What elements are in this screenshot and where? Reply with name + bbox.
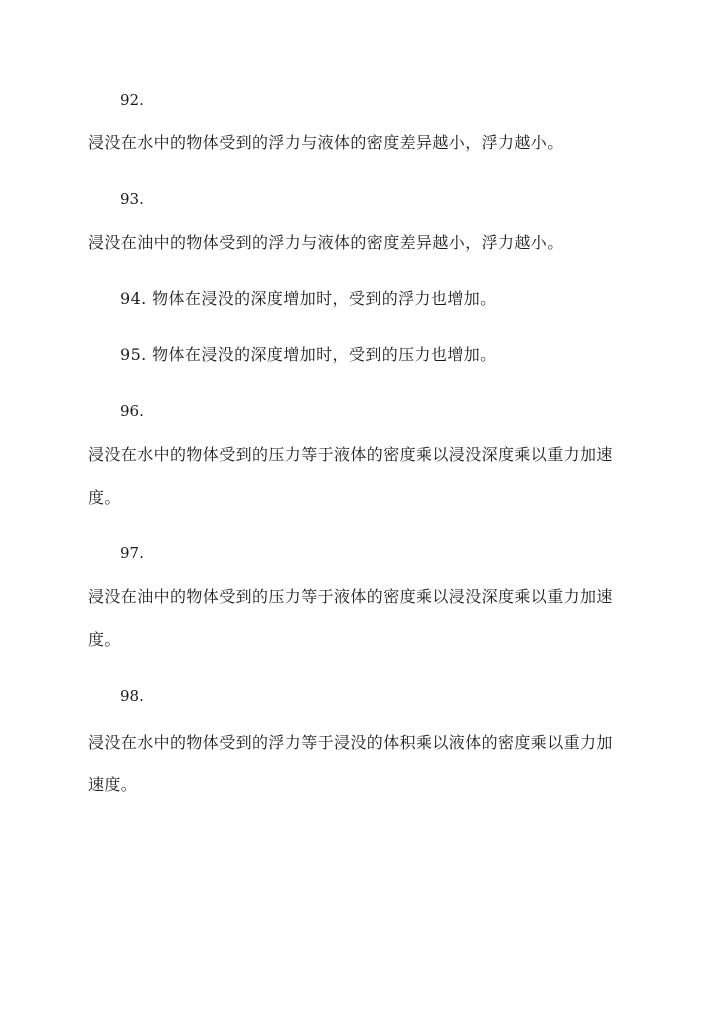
item-97-number: 97. <box>120 544 144 562</box>
item-92-text: 浸没在水中的物体受到的浮力与液体的密度差异越小，浮力越小。 <box>88 133 564 152</box>
item-98-number: 98. <box>120 687 144 705</box>
item-96-number: 96. <box>120 402 144 420</box>
item-97-text-line-1: 浸没在油中的物体受到的压力等于液体的密度乘以浸没深度乘以重力加速 <box>88 587 613 606</box>
item-97-text-line-2: 度。 <box>88 630 121 649</box>
item-93-number: 93. <box>120 190 144 208</box>
item-94-text: 94. 物体在浸没的深度增加时，受到的浮力也增加。 <box>120 289 497 308</box>
item-96-text-line-2: 度。 <box>88 488 121 507</box>
item-98-text-line-1: 浸没在水中的物体受到的浮力等于浸没的体积乘以液体的密度乘以重力加 <box>88 733 613 752</box>
item-92-number: 92. <box>120 91 144 109</box>
item-93-text: 浸没在油中的物体受到的浮力与液体的密度差异越小，浮力越小。 <box>88 233 564 252</box>
item-95-text: 95. 物体在浸没的深度增加时，受到的压力也增加。 <box>120 345 497 364</box>
item-98-text-line-2: 速度。 <box>88 775 138 794</box>
item-96-text-line-1: 浸没在水中的物体受到的压力等于液体的密度乘以浸没深度乘以重力加速 <box>88 445 613 464</box>
